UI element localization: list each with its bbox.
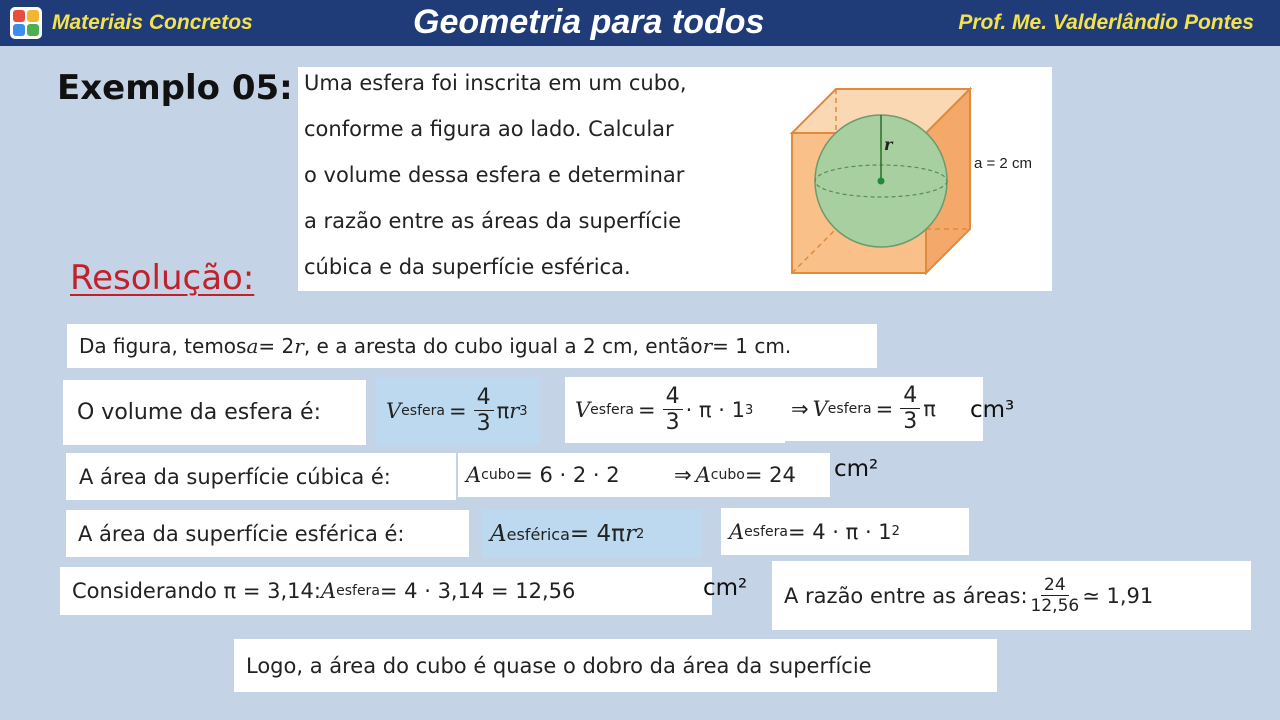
- subscript: esférica: [506, 524, 570, 544]
- calc-rest: · π · 1: [685, 398, 745, 422]
- considering-text: Considerando π = 3,14:: [72, 579, 321, 603]
- var-r: r: [702, 334, 713, 358]
- numerator: 4: [663, 386, 683, 410]
- exponent: 3: [744, 402, 754, 418]
- implies-arrow: ⇒: [674, 463, 692, 487]
- var-V: V: [812, 397, 828, 421]
- app-logo-icon: [10, 7, 42, 39]
- var-V: V: [386, 399, 402, 423]
- denominator: 3: [903, 409, 918, 434]
- premise-text: , e a aresta do cubo igual a 2 cm, então: [303, 334, 703, 358]
- subscript: cubo: [481, 467, 516, 483]
- var-r: r: [509, 399, 520, 423]
- equals: =: [875, 397, 894, 421]
- subscript: esfera: [827, 401, 872, 417]
- volume-calc: [565, 377, 785, 443]
- numerator: 24: [1041, 577, 1069, 596]
- ratio-result: ≃ 1,91: [1082, 583, 1154, 608]
- calc-rest: = 6 · 2 · 2: [515, 463, 620, 487]
- subscript: esfera: [336, 583, 380, 599]
- fraction: [900, 385, 920, 433]
- exponent: 2: [891, 524, 900, 539]
- exponent: 2: [635, 526, 645, 542]
- problem-box: [298, 67, 1052, 291]
- cube-area-result: [668, 453, 830, 497]
- pi-symbol: π: [496, 399, 510, 423]
- calc-rest: = 4π: [569, 521, 625, 547]
- calc-rest: = 4 · π · 1: [787, 519, 892, 544]
- exponent: 3: [519, 403, 528, 419]
- denominator: 12,56: [1030, 595, 1080, 616]
- header-left-label: Materiais Concretos: [52, 11, 253, 34]
- resolution-heading: Resolução:: [70, 258, 255, 298]
- fraction: [1030, 574, 1080, 616]
- ratio-text: A razão entre as áreas:: [784, 583, 1028, 608]
- volume-unit: cm³: [970, 397, 1015, 423]
- var-r: r: [624, 521, 636, 547]
- problem-line: conforme a figura ao lado. Calcular: [304, 117, 674, 141]
- var-A: A: [466, 463, 482, 487]
- fraction: [474, 387, 494, 435]
- numerator: 4: [900, 385, 920, 409]
- subscript: esfera: [590, 402, 634, 418]
- denominator: 3: [665, 410, 680, 435]
- premise-text: = 1 cm.: [712, 334, 792, 358]
- implies-arrow: ⇒: [791, 397, 809, 421]
- ratio-line: [772, 561, 1251, 630]
- var-A: A: [320, 579, 337, 603]
- subscript: cubo: [710, 467, 745, 483]
- considering-unit: cm²: [703, 575, 748, 601]
- header-title: Geometria para todos: [413, 3, 765, 41]
- problem-line: cúbica e da superfície esférica.: [304, 255, 631, 279]
- premise-text: = 2: [258, 334, 295, 358]
- fraction: [663, 386, 683, 434]
- considering-line: [60, 567, 712, 615]
- cube-area-unit: cm²: [834, 456, 879, 482]
- premise-line: [67, 324, 877, 368]
- var-A: A: [729, 519, 745, 544]
- conclusion-line: Logo, a área do cubo é quase o dobro da área da superfície: [234, 639, 997, 692]
- radius-label: r: [884, 135, 893, 154]
- subscript: esfera: [744, 523, 788, 540]
- volume-label: O volume da esfera é:: [63, 380, 366, 445]
- denominator: 3: [476, 411, 491, 436]
- var-r: r: [294, 334, 304, 358]
- calc-rest: = 4 · 3,14 = 12,56: [379, 579, 576, 603]
- calc-rest: = 24: [744, 463, 796, 487]
- problem-line: a razão entre as áreas da superfície: [304, 209, 682, 233]
- equals: =: [448, 399, 467, 423]
- equals: =: [637, 398, 656, 422]
- var-a: a: [246, 334, 259, 358]
- var-V: V: [575, 398, 591, 422]
- sphere-area-formula: [482, 510, 702, 558]
- cube-sphere-figure: [784, 81, 1049, 287]
- cube-area-calc: [458, 453, 668, 497]
- var-A: A: [695, 463, 711, 487]
- subscript: esfera: [401, 403, 445, 419]
- volume-result: [785, 377, 983, 441]
- pi-symbol: π: [923, 397, 936, 421]
- problem-line: Uma esfera foi inscrita em um cubo,: [304, 71, 687, 95]
- sphere-area-label: A área da superfície esférica é:: [66, 510, 469, 557]
- numerator: 4: [474, 387, 494, 411]
- header-right-label: Prof. Me. Valderlândio Pontes: [958, 11, 1254, 34]
- edge-label: a = 2 cm: [974, 155, 1032, 172]
- problem-line: o volume dessa esfera e determinar: [304, 163, 685, 187]
- volume-formula: [376, 377, 540, 445]
- var-A: A: [490, 521, 507, 547]
- sphere-area-calc: [721, 508, 969, 555]
- cube-area-label: A área da superfície cúbica é:: [66, 453, 456, 500]
- premise-text: Da figura, temos: [79, 334, 247, 358]
- example-label: Exemplo 05:: [57, 68, 293, 108]
